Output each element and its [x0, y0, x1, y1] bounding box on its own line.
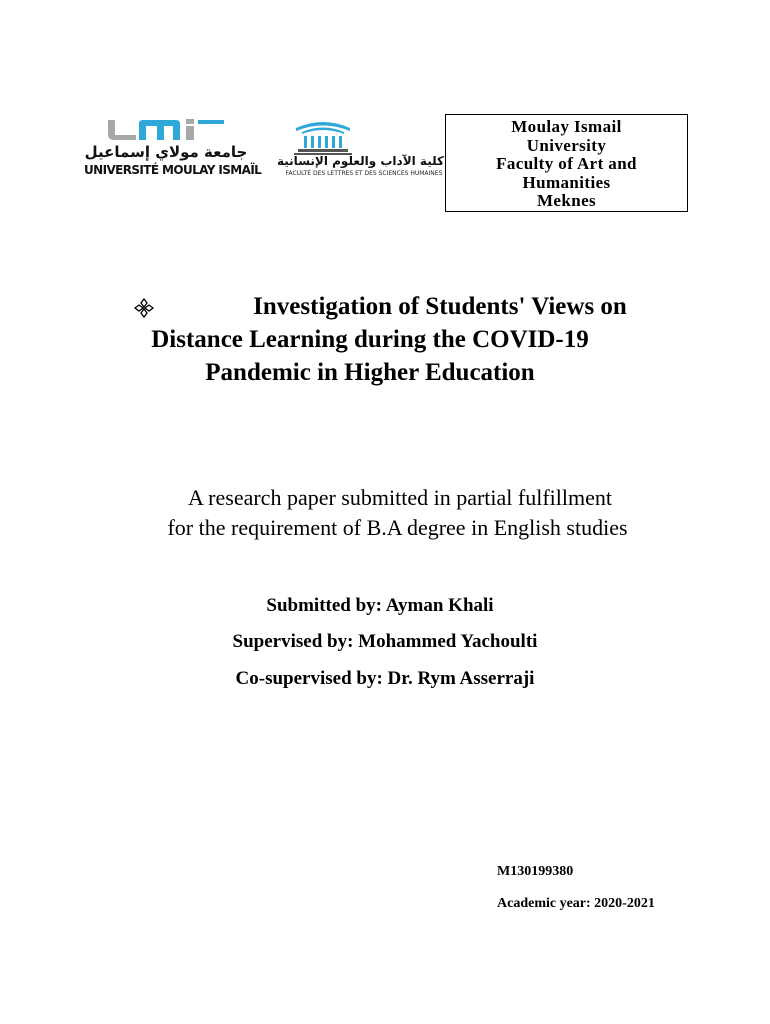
academic-year: Academic year: 2020-2021 [497, 896, 655, 911]
faculty-building-icon [288, 118, 358, 156]
faculty-latin-name: FACULTÉ DES LETTRES ET DES SCIENCES HUMAINES [285, 170, 443, 177]
university-name-box [445, 114, 688, 212]
title-line-1-wrapper [100, 290, 720, 323]
umi-logo-mark-icon [106, 118, 226, 142]
paper-title [100, 290, 720, 389]
supervised-by: Supervised by: Mohammed Yachoulti [232, 631, 538, 652]
university-line-2: University [526, 135, 607, 155]
university-line-1: Moulay Ismail [511, 117, 622, 136]
diamond-bullet-icon [134, 294, 154, 322]
university-line-4: Humanities [522, 172, 611, 192]
student-id: M130199380 [497, 864, 574, 879]
university-line-5: Meknes [536, 191, 597, 210]
title-line-1: Investigation of Students' Views on [253, 293, 627, 320]
subtitle-line-2: for the requirement of B.A degree in English studies [167, 515, 628, 540]
university-line-3: Faculty of Art and [496, 154, 637, 173]
faculty-logo [277, 118, 444, 180]
title-line-3: Pandemic in Higher Education [205, 359, 535, 386]
umi-logo [84, 118, 262, 180]
paper-subtitle [100, 483, 710, 543]
title-line-2: Distance Learning during the COVID-19 [151, 326, 589, 353]
faculty-arabic-name: كلية الآداب والعلوم الإنسانية [277, 154, 444, 168]
subtitle-line-1: A research paper submitted in partial fulfillment [188, 485, 612, 510]
umi-arabic-name: جامعة مولاي إسماعيل [84, 143, 248, 161]
submitted-by: Submitted by: Ayman Khali [266, 595, 494, 616]
umi-latin-name: UNIVERSITÉ MOULAY ISMAÏL [84, 163, 262, 177]
co-supervised-by: Co-supervised by: Dr. Rym Asserraji [235, 668, 535, 689]
